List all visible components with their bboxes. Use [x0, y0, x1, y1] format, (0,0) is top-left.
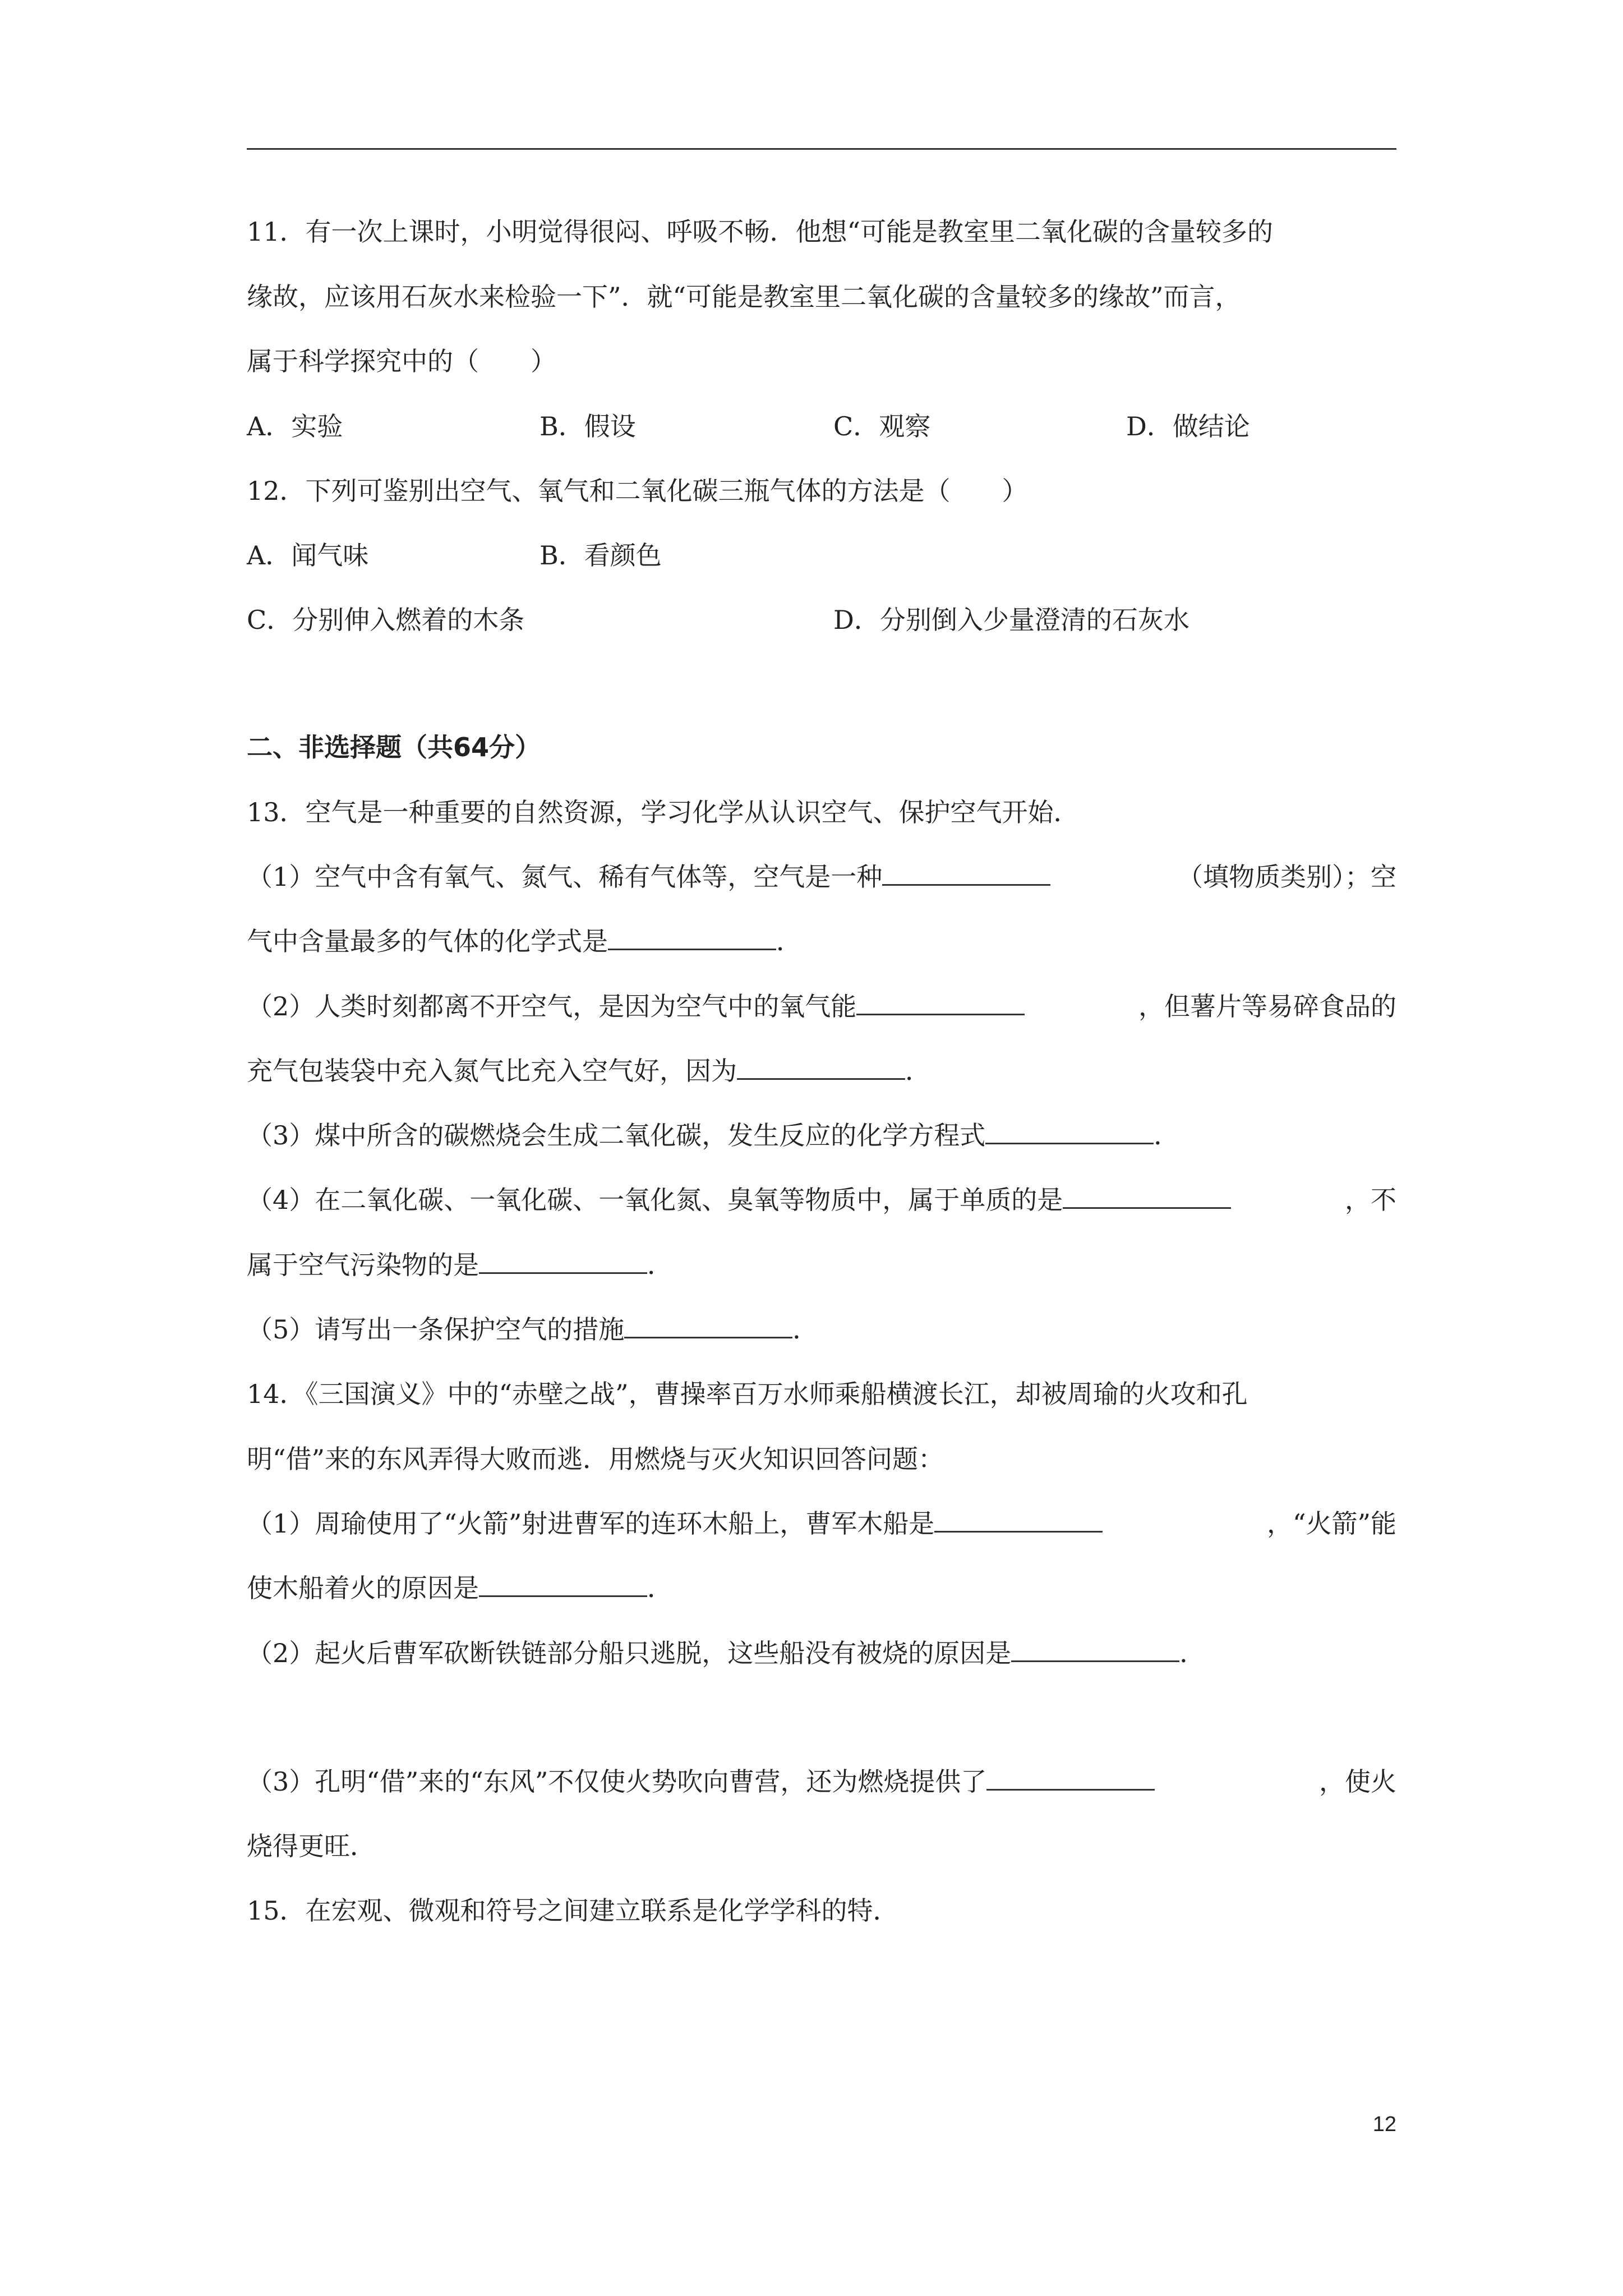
- q12-line-1: 12．下列可鉴别出空气、氧气和二氧化碳三瓶气体的方法是（ ）: [247, 476, 1028, 506]
- q13-part4-line1: [247, 1187, 1396, 1213]
- answer-blank[interactable]: [737, 1059, 905, 1080]
- answer-blank[interactable]: [479, 1253, 647, 1274]
- q14-part3-tail: ，使火: [1319, 1766, 1396, 1797]
- q14-part1-tail: ，“火箭”能: [1266, 1508, 1396, 1539]
- q13-part3: [247, 1120, 1180, 1151]
- q13-part2-line2: [247, 1058, 931, 1084]
- q11-option-d: D．做结论: [1126, 411, 1250, 441]
- header-rule: [247, 148, 1396, 150]
- period: ．: [792, 1314, 819, 1345]
- q13-part4-tail: ，不: [1345, 1185, 1396, 1215]
- answer-blank[interactable]: [608, 930, 776, 950]
- q13-part5: [247, 1314, 819, 1345]
- q11-line-2: 缘故，应该用石灰水来检验一下”．就“可能是教室里二氧化碳的含量较多的缘故”而言，: [247, 282, 1241, 312]
- q14-part1-text: （1）周瑜使用了“火箭”射进曹军的连环木船上，曹军木船是: [247, 1508, 935, 1539]
- period: ．: [1154, 1120, 1180, 1151]
- answer-blank[interactable]: [624, 1318, 792, 1338]
- q14-part3-line2: 烧得更旺．: [247, 1831, 376, 1861]
- q13-part1-line2: [247, 928, 802, 954]
- period: ．: [905, 1056, 931, 1086]
- q14-part2: [247, 1640, 1205, 1666]
- q13-part1-tail: （填物质类别）；空: [1177, 862, 1396, 892]
- period: ．: [1179, 1638, 1206, 1668]
- answer-blank[interactable]: [856, 995, 1025, 1015]
- q12-option-d: D．分别倒入少量澄清的石灰水: [833, 605, 1189, 635]
- answer-blank[interactable]: [479, 1576, 647, 1597]
- answer-blank[interactable]: [1063, 1188, 1231, 1209]
- q14-part3-line1: [247, 1766, 1396, 1797]
- q12-option-a: A．闻气味: [247, 540, 369, 570]
- q14-line-2: 明“借”来的东风弄得大败而逃．用燃烧与灭火知识回答问题：: [247, 1444, 944, 1474]
- q13-part3-text: （3）煤中所含的碳燃烧会生成二氧化碳，发生反应的化学方程式: [247, 1120, 986, 1151]
- q13-part1-line1: [247, 864, 1396, 890]
- q13-part4-text: （4）在二氧化碳、一氧化碳、一氧化氮、臭氧等物质中，属于单质的是: [247, 1185, 1063, 1215]
- q15-line: 15．在宏观、微观和符号之间建立联系是化学学科的特．: [247, 1895, 899, 1926]
- q14-part1-line1: [247, 1508, 1396, 1539]
- q13-part2-text2: 充气包装袋中充入氮气比充入空气好，因为: [247, 1056, 737, 1086]
- q11-line-1: 11．有一次上课时，小明觉得很闷、呼吸不畅．他想“可能是教室里二氧化碳的含量较多的: [247, 217, 1274, 247]
- answer-blank[interactable]: [934, 1512, 1103, 1533]
- q14-line-1: 14．《三国演义》中的“赤壁之战”，曹操率百万水师乘船横渡长江，却被周瑜的火攻和孔: [247, 1379, 1248, 1409]
- answer-blank[interactable]: [986, 1770, 1155, 1791]
- answer-blank[interactable]: [1011, 1641, 1179, 1662]
- q13-part2-line1: [247, 991, 1396, 1022]
- q12-option-b: B．看颜色: [540, 540, 662, 570]
- q13-part4-text2: 属于空气污染物的是: [247, 1250, 479, 1280]
- period: ．: [776, 926, 802, 956]
- q13-part4-line2: [247, 1252, 673, 1278]
- period: ．: [647, 1250, 673, 1280]
- q13-part2-tail: ，但薯片等易碎食品的: [1138, 991, 1396, 1022]
- q13-part1-text: （1）空气中含有氧气、氮气、稀有气体等，空气是一种: [247, 862, 883, 892]
- q13-part5-text: （5）请写出一条保护空气的措施: [247, 1314, 625, 1345]
- q14-part3-text: （3）孔明“借”来的“东风”不仅使火势吹向曹营，还为燃烧提供了: [247, 1766, 987, 1797]
- page-number: 12: [1372, 2113, 1396, 2136]
- q14-part1-line2: [247, 1575, 673, 1601]
- q14-part1-text2: 使木船着火的原因是: [247, 1573, 479, 1603]
- q11-line-3: 属于科学探究中的（ ）: [247, 346, 556, 376]
- q13-part2-text: （2）人类时刻都离不开空气，是因为空气中的氧气能: [247, 991, 857, 1022]
- q12-option-c: C．分别伸入燃着的木条: [247, 605, 525, 635]
- q13-part1-text2: 气中含量最多的气体的化学式是: [247, 926, 608, 956]
- q11-option-c: C．观察: [833, 411, 931, 441]
- period: ．: [647, 1573, 673, 1603]
- answer-blank[interactable]: [985, 1124, 1154, 1144]
- q13-stem: 13．空气是一种重要的自然资源，学习化学从认识空气、保护空气开始．: [247, 797, 1080, 827]
- q11-option-b: B．假设: [540, 411, 636, 441]
- q11-option-a: A．实验: [247, 411, 343, 441]
- q14-part2-text: （2）起火后曹军砍断铁链部分船只逃脱，这些船没有被烧的原因是: [247, 1638, 1012, 1668]
- section-heading: 二、非选择题（共64分）: [247, 732, 541, 762]
- answer-blank[interactable]: [882, 865, 1050, 886]
